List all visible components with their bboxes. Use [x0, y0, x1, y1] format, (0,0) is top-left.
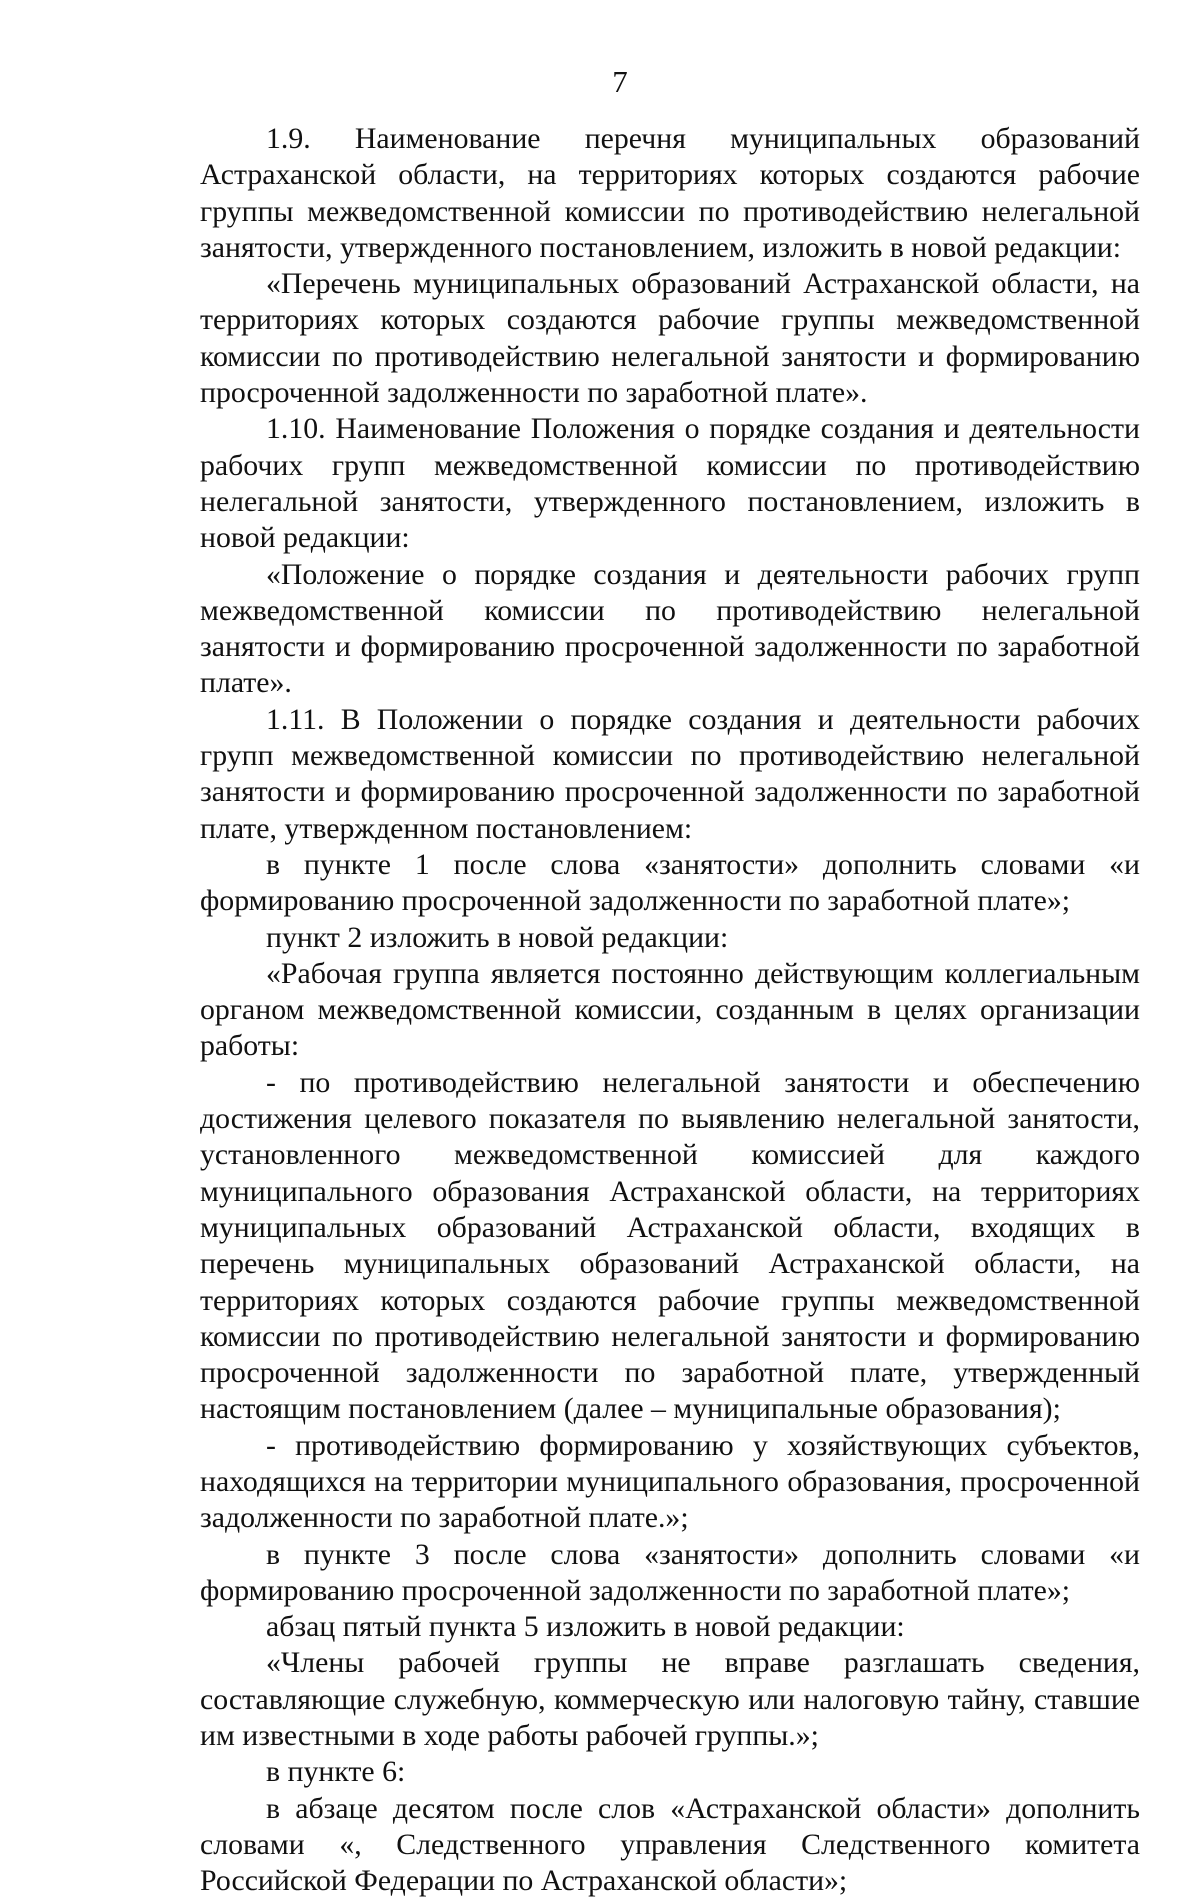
paragraph-point-2-intro: пункт 2 изложить в новой редакции: [266, 920, 729, 954]
paragraph-point-2-item-2: - противодействию формированию у хозяйствующих субъектов, находящихся на территории муниципального образования, просроченной задолженности по заработной плате.»; [200, 1428, 1140, 1535]
paragraph-1-10: 1.10. Наименование Положения о порядке создания и деятельности рабочих групп межведомственной комиссии по противодействию нелегальной занятости, утвержденного постановлением, изложить в новой редакции: [200, 412, 1140, 555]
paragraph-1-9: 1.9. Наименование перечня муниципальных образований Астраханской области, на территориях которых создаются рабочие группы межведомственной комиссии по противодействию нелегальной занятости, утвержденного постановлением, изложить в новой редакции: [200, 122, 1140, 264]
paragraph-point-2-quote: «Рабочая группа является постоянно действующим коллегиальным органом межведомственной комиссии, созданным в целях организации работы: [200, 956, 1140, 1063]
paragraph-quote-list-title: «Перечень муниципальных образований Астраханской области, на территориях которых создаются рабочие группы межведомственной комиссии по противодействию нелегальной занятости и формированию просроченной задолженности по заработной плате». [200, 267, 1140, 410]
paragraph-point-1-amendment: в пункте 1 после слова «занятости» дополнить словами «и формированию просроченной задолженности по заработной плате»; [200, 847, 1140, 918]
paragraph-point-6-amendment: в абзаце десятом после слов «Астраханской области» дополнить словами «, Следственного управления Следственного комитета Российской Федерации по Астраханской области»; [200, 1791, 1140, 1898]
paragraph-1-11: 1.11. В Положении о порядке создания и деятельности рабочих групп межведомственной комиссии по противодействию нелегальной занятости и формированию просроченной задолженности по заработной плате, утвержденном постановлением: [200, 702, 1140, 845]
paragraph-point-5-intro: абзац пятый пункта 5 изложить в новой редакции: [266, 1610, 905, 1644]
document-body [200, 121, 1140, 1900]
paragraph-point-6-intro: в пункте 6: [266, 1755, 406, 1789]
page-number: 7 [612, 64, 628, 99]
paragraph-point-5-quote: «Члены рабочей группы не вправе разглашать сведения, составляющие служебную, коммерческую или налоговую тайну, ставшие им известными в ходе работы рабочей группы.»; [200, 1646, 1140, 1753]
paragraph-point-3-amendment: в пункте 3 после слова «занятости» дополнить словами «и формированию просроченной задолженности по заработной плате»; [200, 1537, 1140, 1607]
paragraph-quote-regulation-title: «Положение о порядке создания и деятельности рабочих групп межведомственной комиссии по противодействию нелегальной занятости и формированию просроченной задолженности по заработной плате». [200, 557, 1140, 700]
paragraph-point-2-item-1: - по противодействию нелегальной занятости и обеспечению достижения целевого показателя по выявлению нелегальной занятости, установленного межведомственной комиссией для каждого муниципального образования Астраханской области, на территориях муниципальных образований Астраханской области, входящих в перечень муниципальных образований Астраханской области, на территориях которых создаются рабочие группы межведомственной комиссии по противодействию нелегальной занятости и формированию просроченной задолженности по заработной плате, утвержденный настоящим постановлением (далее – муниципальные образования); [200, 1065, 1140, 1426]
